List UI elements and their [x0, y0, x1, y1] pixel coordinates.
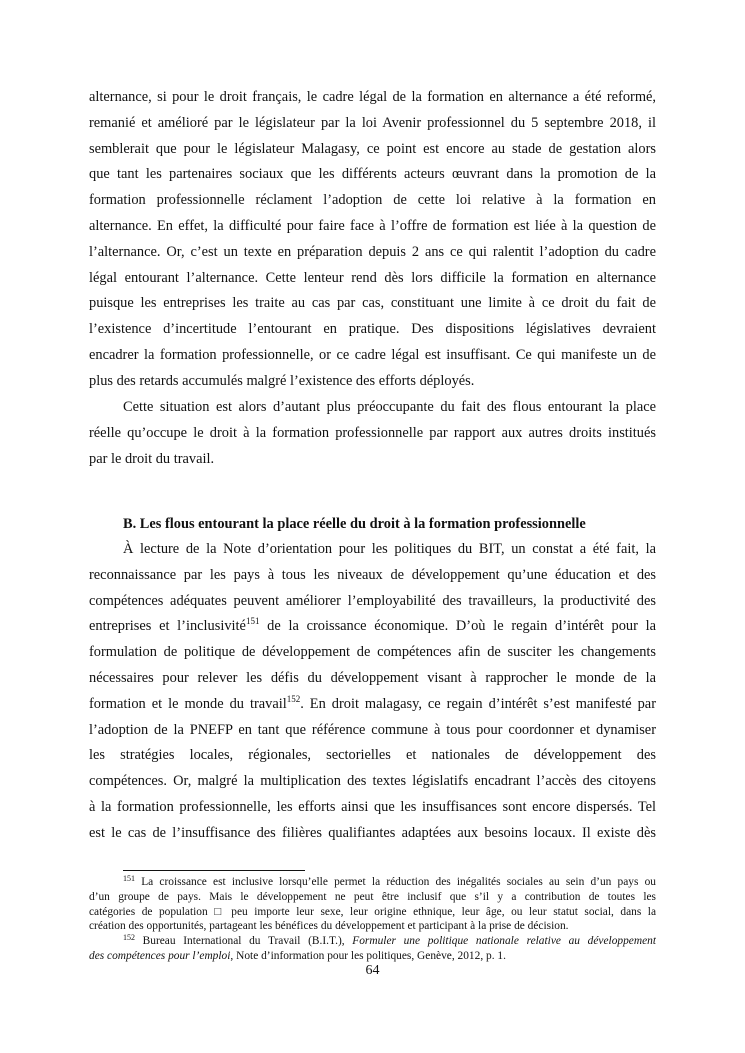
footnote-text: Bureau International du Travail (B.I.T.),	[135, 935, 353, 948]
footnote-line	[89, 949, 656, 964]
text-run: . En droit malagasy, ce regain d’intérêt s’est manifesté par	[300, 695, 656, 712]
text-run: de la croissance économique. D’où le regain d’intérêt pour la	[259, 618, 656, 635]
text-line: l’adoption de la PNEFP en tant que référence commune à tous pour coordonner et dynamiser	[89, 721, 656, 738]
paragraph-alternance	[89, 85, 656, 395]
text-line: reconnaissance par les pays à tous les niveaux de développement qu’une éducation et des	[89, 566, 656, 583]
text-line: alternance. En effet, la difficulté pour faire face à l’offre de formation est liée à la question de	[89, 217, 656, 234]
text-line: formation professionnelle réclament l’adoption de cette loi relative à la formation en	[89, 192, 656, 209]
footnotes	[89, 875, 656, 964]
text-line: encadrer la formation professionnelle, or ce cadre légal est insuffisant. Ce qui manifeste un de	[89, 346, 656, 363]
cited-title: des compétences pour l’emploi	[89, 949, 231, 962]
text-line: que tant les partenaires sociaux que les différents acteurs œuvrant dans la promotion de la	[89, 166, 656, 183]
text-run: formation et le monde du travail	[89, 695, 287, 712]
text-line: remanié et amélioré par le législateur par la loi Avenir professionnel du 5 septembre 2018, il	[89, 114, 656, 131]
text-line: compétences. Or, malgré la multiplication des textes législatifs encadrant l’accès des citoyens	[89, 773, 656, 790]
footnote-line: création des opportunités, partageant les bénéfices du développement et participant à la prise de décision.	[89, 920, 569, 933]
footnote-ref-151[interactable]: 151	[245, 616, 260, 627]
footnote-number: 152	[123, 934, 135, 943]
text-run: entreprises et l’inclusivité	[89, 618, 246, 635]
footnote-line: d’un groupe de pays. Mais le développement ne peut être inclusif que s’il y a contribution de toutes les	[89, 890, 656, 903]
text-line: à la formation professionnelle, les efforts ainsi que les insuffisances sont encore dispersés. Tel	[89, 798, 656, 815]
text-line: Cette situation est alors d’autant plus préoccupante du fait des flous entourant la place	[123, 399, 656, 415]
footnote-151	[89, 875, 656, 890]
text-line: nécessaires pour relever les défis du développement visant à rapprocher le monde de la	[89, 669, 656, 686]
footnote-152	[89, 934, 656, 949]
footnote-text: , Note d’information pour les politiques, Genève, 2012, p. 1.	[230, 949, 506, 962]
text-line: alternance, si pour le droit français, le cadre légal de la formation en alternance a été reformé,	[89, 89, 656, 105]
footnote-number: 151	[123, 875, 135, 883]
text-line: plus des retards accumulés malgré l’existence des efforts déployés.	[89, 372, 475, 389]
page-number: 64	[365, 963, 380, 978]
text-line: formulation de politique de développement de compétences afin de susciter les changements	[89, 644, 656, 661]
text-line: légal entourant l’alternance. Cette lenteur rend dès lors difficile la formation en alternance	[89, 269, 656, 286]
footnote-ref-152[interactable]: 152	[286, 693, 301, 704]
text-line: l’existence d’incertitude l’entourant en pratique. Des dispositions législatives devraient	[89, 321, 656, 338]
text-line: À lecture de la Note d’orientation pour les politiques du BIT, un constat a été fait, la	[123, 541, 656, 557]
text-line: est le cas de l’insuffisance des filières qualifiantes adaptées aux besoins locaux. Il existe dès	[89, 824, 656, 841]
text-line	[89, 692, 656, 718]
cited-title: Formuler une politique nationale relative au développement	[352, 935, 656, 948]
text-line: puisque les entreprises les traite au cas par cas, constituant une limite à ce droit du fait de	[89, 295, 656, 312]
text-line: compétences adéquates peuvent améliorer l’employabilité des travailleurs, la productivité des	[89, 592, 656, 609]
text-line: les stratégies locales, régionales, sectorielles et nationales de développement des	[89, 747, 656, 764]
footnote-separator	[123, 870, 305, 871]
text-line: semblerait que pour le législateur Malagasy, ce point est encore au stade de gestation alors	[89, 140, 656, 157]
text-line: par le droit du travail.	[89, 450, 215, 467]
paragraph-situation	[89, 395, 656, 472]
footnote-text: La croissance est inclusive lorsqu’elle permet la réduction des inégalités sociales au sein d’un pays ou	[135, 876, 656, 888]
section-heading: B. Les flous entourant la place réelle du droit à la formation professionnelle	[123, 516, 586, 532]
footnote-line: catégories de population □ peu importe leur sexe, leur origine ethnique, leur âge, ou leur statut social, dans la	[89, 905, 656, 918]
text-line: l’alternance. Or, c’est un texte en préparation depuis 2 ans ce qui ralentit l’adoption du cadre	[89, 243, 656, 260]
paragraph-bit-note	[89, 537, 656, 847]
text-line	[89, 614, 656, 640]
text-line: réelle qu’occupe le droit à la formation professionnelle par rapport aux autres droits institués	[89, 424, 656, 441]
